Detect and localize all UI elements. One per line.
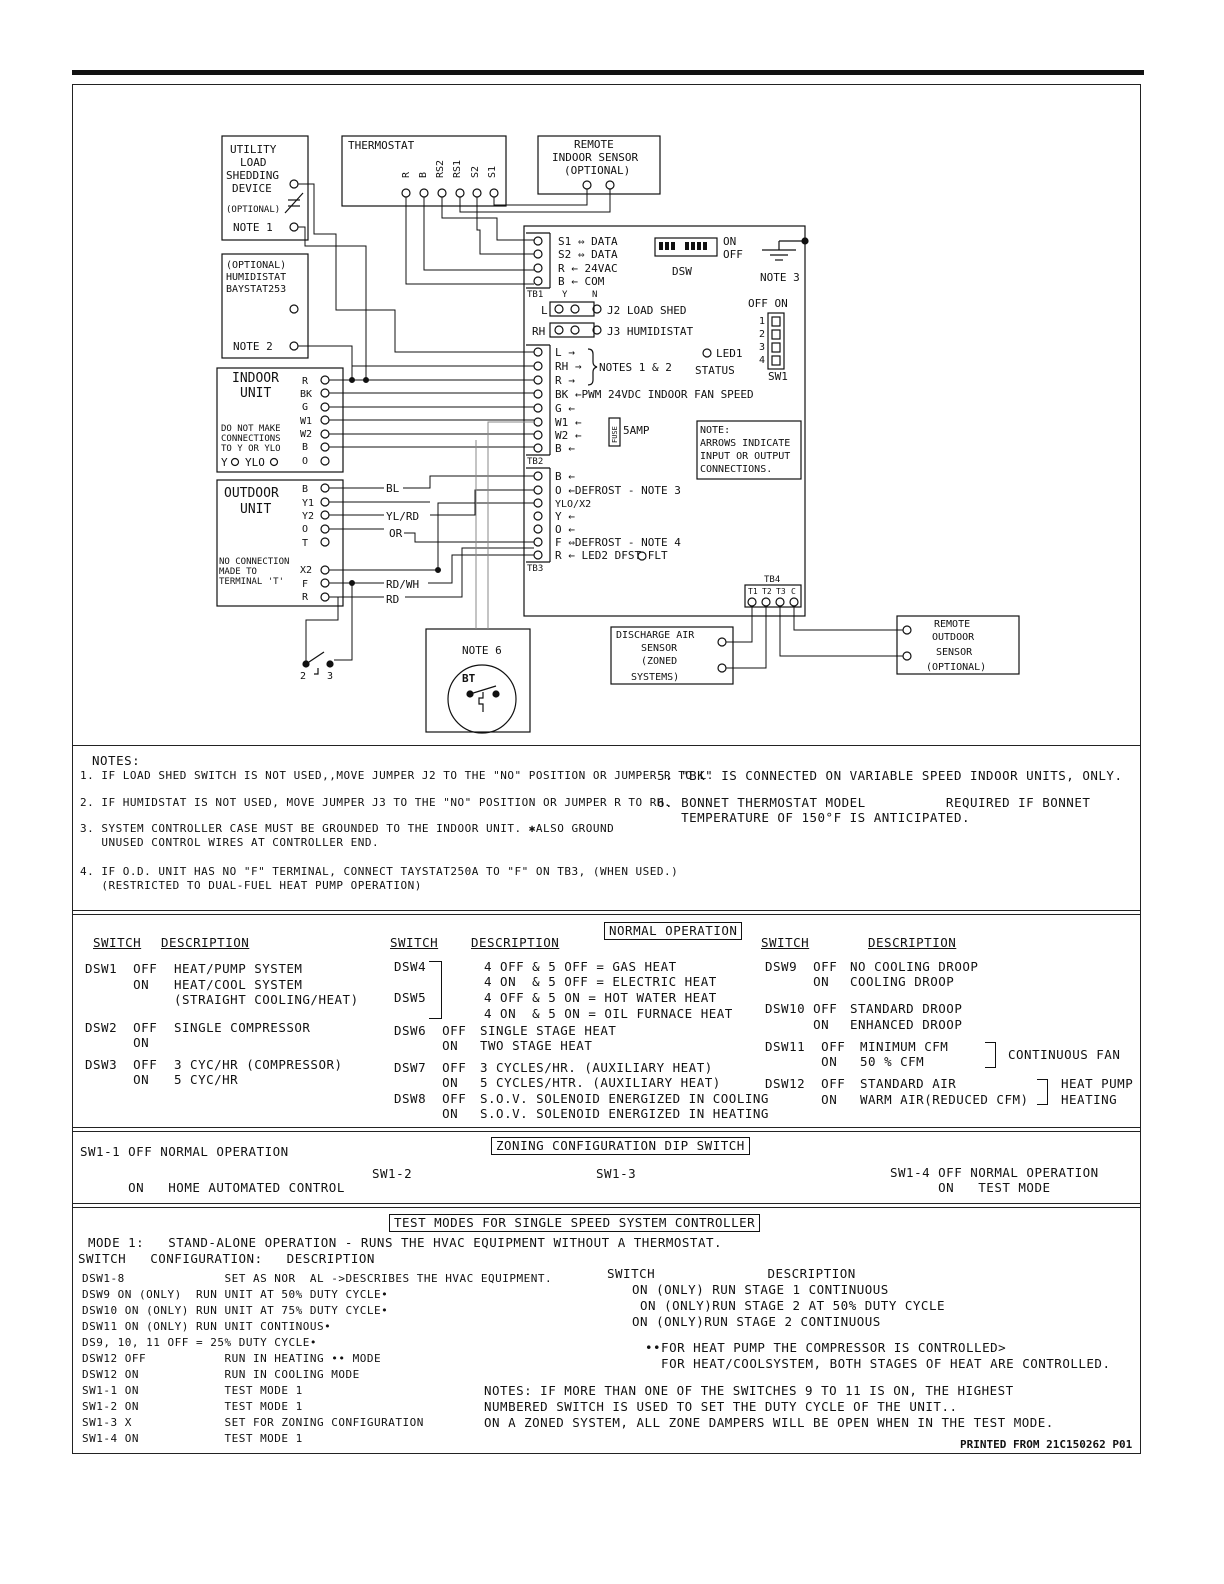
svg-text:BK ←PWM 24VDC INDOOR FAN SPEED: BK ←PWM 24VDC INDOOR FAN SPEED xyxy=(555,388,754,401)
utility-load-shedding-device xyxy=(222,136,308,240)
test-row-7: DSW12 ON RUN IN COOLING MODE xyxy=(82,1368,360,1381)
svg-text:DSW: DSW xyxy=(672,265,692,278)
svg-text:F: F xyxy=(302,579,309,590)
svg-text:SW1: SW1 xyxy=(768,370,788,383)
dsw4-desc-2: 4 ON & 5 OFF = ELECTRIC HEAT xyxy=(484,974,717,989)
dsw6-on-label: ON xyxy=(394,1038,459,1053)
dsw11-on-desc: 50 % CFM xyxy=(860,1054,925,1069)
dsw1-on-desc: HEAT/COOL SYSTEM xyxy=(174,977,303,992)
note-4a: 4. IF O.D. UNIT HAS NO "F" TERMINAL, CONNECT TAYSTAT250A TO "F" ON TB3, (WHEN USED.) xyxy=(80,865,679,878)
svg-text:RD/WH: RD/WH xyxy=(386,578,420,591)
svg-text:Y2: Y2 xyxy=(302,511,315,522)
svg-text:(OPTIONAL): (OPTIONAL) xyxy=(564,164,631,177)
dsw4-5-bracket xyxy=(429,961,442,1019)
svg-text:NOTE 6: NOTE 6 xyxy=(462,644,502,657)
dsw11-off-desc: MINIMUM CFM xyxy=(860,1039,949,1054)
svg-text:YLO/X2: YLO/X2 xyxy=(555,499,592,510)
svg-text:L: L xyxy=(541,304,548,317)
svg-text:G ←: G ← xyxy=(555,402,575,415)
normal-divider-b xyxy=(72,914,1141,915)
normal-divider-a xyxy=(72,910,1141,911)
svg-text:SENSOR: SENSOR xyxy=(641,643,678,654)
dsw1-on-desc2: (STRAIGHT COOLING/HEAT) xyxy=(174,992,359,1007)
svg-text:S2: S2 xyxy=(470,165,481,178)
dsw11-bracket xyxy=(985,1042,996,1068)
svg-text:R ← LED2 DFST FLT: R ← LED2 DFST FLT xyxy=(555,549,668,562)
test-note-1: NOTES: IF MORE THAN ONE OF THE SWITCHES 9 TO 11 IS ON, THE HIGHEST xyxy=(484,1383,1014,1398)
svg-text:Y: Y xyxy=(562,290,568,300)
col3-switch-header: SWITCH xyxy=(761,935,810,950)
top-rule xyxy=(72,70,1144,75)
svg-text:O ←: O ← xyxy=(555,523,575,536)
test-header-2: SWITCH DESCRIPTION xyxy=(607,1266,856,1281)
dsw1-on-label: ON xyxy=(85,977,150,992)
svg-text:LOAD: LOAD xyxy=(240,156,267,169)
svg-text:OR: OR xyxy=(389,527,403,540)
note-1: 1. IF LOAD SHED SWITCH IS NOT USED,,MOVE JUMPER J2 TO THE "NO" POSITION OR JUMPER R TO L. xyxy=(80,769,714,782)
svg-text:STATUS: STATUS xyxy=(695,364,735,377)
discharge-air-sensor xyxy=(611,627,733,684)
dsw4-label: DSW4 xyxy=(394,959,427,974)
svg-text:2: 2 xyxy=(300,671,307,682)
dsw10-on-label: ON xyxy=(765,1017,830,1032)
svg-text:FUSE: FUSE xyxy=(611,426,619,443)
svg-text:RS1: RS1 xyxy=(452,159,463,178)
svg-text:B: B xyxy=(302,442,309,453)
col2-desc-header: DESCRIPTION xyxy=(471,935,560,950)
svg-text:OFF ON: OFF ON xyxy=(748,297,788,310)
svg-text:N: N xyxy=(592,290,598,300)
svg-text:BL: BL xyxy=(386,482,400,495)
test-note-3: ON A ZONED SYSTEM, ALL ZONE DAMPERS WILL BE OPEN WHEN IN THE TEST MODE. xyxy=(484,1415,1054,1430)
svg-text:ON: ON xyxy=(723,235,737,248)
svg-text:R: R xyxy=(302,592,309,603)
svg-text:R ← 24VAC: R ← 24VAC xyxy=(558,262,618,275)
svg-text:UNIT: UNIT xyxy=(240,502,272,517)
test-footnote-1: ••FOR HEAT PUMP THE COMPRESSOR IS CONTROLLED> xyxy=(645,1340,1007,1355)
wiring-diagram xyxy=(72,84,1141,744)
svg-text:R →: R → xyxy=(555,374,575,387)
dsw2-off-desc: SINGLE COMPRESSOR xyxy=(174,1020,311,1035)
svg-text:(OPTIONAL): (OPTIONAL) xyxy=(926,662,987,673)
continuous-fan-label: CONTINUOUS FAN xyxy=(1008,1047,1121,1062)
dsw1-off-desc: HEAT/PUMP SYSTEM xyxy=(174,961,303,976)
dsw7-off-desc: 3 CYCLES/HR. (AUXILIARY HEAT) xyxy=(480,1060,713,1075)
test-row-5: DS9, 10, 11 OFF = 25% DUTY CYCLE• xyxy=(82,1336,318,1349)
dsw12-off-desc: STANDARD AIR xyxy=(860,1076,957,1091)
svg-text:NOTE 1: NOTE 1 xyxy=(233,221,273,234)
sw1-1-on: ON HOME AUTOMATED CONTROL xyxy=(80,1180,345,1195)
svg-text:S1: S1 xyxy=(487,165,498,178)
dsw8-on-desc: S.O.V. SOLENOID ENERGIZED IN HEATING xyxy=(480,1106,769,1121)
svg-text:(OPTIONAL): (OPTIONAL) xyxy=(226,205,281,215)
note-5: 5. "BK" IS CONNECTED ON VARIABLE SPEED INDOOR UNITS, ONLY. xyxy=(657,768,1123,783)
dsw5-label: DSW5 xyxy=(394,990,427,1005)
svg-text:UNIT: UNIT xyxy=(240,386,272,401)
bonnet-thermostat xyxy=(426,629,530,733)
test-header-1: SWITCH CONFIGURATION: DESCRIPTION xyxy=(78,1251,375,1266)
dsw8-off-label: DSW8 OFF xyxy=(394,1091,467,1106)
svg-text:CONNECTIONS: CONNECTIONS xyxy=(221,434,281,444)
svg-text:X2: X2 xyxy=(300,565,313,576)
test-divider-b xyxy=(72,1207,1141,1208)
sw1-4-off: SW1-4 OFF NORMAL OPERATION xyxy=(890,1165,1099,1180)
svg-text:UTILITY: UTILITY xyxy=(230,143,277,156)
svg-text:W1 ←: W1 ← xyxy=(555,416,582,429)
svg-text:ARROWS INDICATE: ARROWS INDICATE xyxy=(700,438,791,449)
test-row-10: SW1-3 X SET FOR ZONING CONFIGURATION xyxy=(82,1416,424,1429)
dsw10-off-label: DSW10 OFF xyxy=(765,1001,838,1016)
svg-text:B: B xyxy=(418,171,429,178)
svg-text:NOTES 1 & 2: NOTES 1 & 2 xyxy=(599,361,672,374)
svg-text:SHEDDING: SHEDDING xyxy=(226,169,279,182)
indoor-unit xyxy=(217,368,343,472)
svg-text:C: C xyxy=(791,587,796,596)
svg-text:W2: W2 xyxy=(300,429,313,440)
svg-text:L →: L → xyxy=(555,346,575,359)
test-note-2: NUMBERED SWITCH IS USED TO SET THE DUTY CYCLE OF THE UNIT.. xyxy=(484,1399,958,1414)
svg-text:O: O xyxy=(302,456,309,467)
svg-text:T2: T2 xyxy=(762,587,772,596)
dsw3-off-label: DSW3 OFF xyxy=(85,1057,158,1072)
svg-text:REMOTE: REMOTE xyxy=(934,619,971,630)
svg-text:RH: RH xyxy=(532,325,546,338)
svg-text:DO NOT MAKE: DO NOT MAKE xyxy=(221,424,281,434)
svg-text:OUTDOOR: OUTDOOR xyxy=(932,632,975,643)
svg-text:BAYSTAT253: BAYSTAT253 xyxy=(226,284,287,295)
svg-text:3: 3 xyxy=(759,342,766,353)
col1-desc-header: DESCRIPTION xyxy=(161,935,250,950)
dsw6-on-desc: TWO STAGE HEAT xyxy=(480,1038,593,1053)
stage-row-1: ON (ONLY) RUN STAGE 1 CONTINUOUS xyxy=(632,1282,889,1297)
svg-text:B ← COM: B ← COM xyxy=(558,275,605,288)
svg-text:TO Y OR YLO: TO Y OR YLO xyxy=(221,444,281,454)
svg-text:NOTE:: NOTE: xyxy=(700,425,731,436)
test-row-2: DSW9 ON (ONLY) RUN UNIT AT 50% DUTY CYCLE• xyxy=(82,1288,389,1301)
remote-indoor-sensor xyxy=(538,136,660,194)
svg-text:TB4: TB4 xyxy=(764,575,781,585)
outdoor-unit xyxy=(217,480,343,606)
stage-row-3: ON (ONLY)RUN STAGE 2 CONTINUOUS xyxy=(632,1314,881,1329)
dsw7-on-desc: 5 CYCLES/HTR. (AUXILIARY HEAT) xyxy=(480,1075,721,1090)
zoning-divider-b xyxy=(72,1131,1141,1132)
svg-text:DEVICE: DEVICE xyxy=(232,182,272,195)
dsw7-off-label: DSW7 OFF xyxy=(394,1060,467,1075)
test-divider-a xyxy=(72,1203,1141,1204)
dsw10-on-desc: ENHANCED DROOP xyxy=(850,1017,963,1032)
svg-text:NOTE 2: NOTE 2 xyxy=(233,340,273,353)
svg-text:TB2: TB2 xyxy=(527,457,544,467)
svg-text:R: R xyxy=(401,171,412,178)
col1-switch-header: SWITCH xyxy=(93,935,142,950)
dsw6-off-label: DSW6 OFF xyxy=(394,1023,467,1038)
note-3b: UNUSED CONTROL WIRES AT CONTROLLER END. xyxy=(80,836,380,849)
dsw12-on-label: ON xyxy=(765,1092,838,1107)
dsw5-desc-1: 4 OFF & 5 ON = HOT WATER HEAT xyxy=(484,990,717,1005)
svg-text:S2 ⇔ DATA: S2 ⇔ DATA xyxy=(558,248,618,261)
svg-text:B: B xyxy=(302,484,309,495)
dsw12-bracket xyxy=(1037,1079,1048,1105)
sw1-2: SW1-2 xyxy=(372,1166,413,1181)
note-2: 2. IF HUMIDSTAT IS NOT USED, MOVE JUMPER J3 TO THE "NO" POSITION OR JUMPER R TO RH. xyxy=(80,796,672,809)
test-row-1: DSW1-8 SET AS NOR AL ->DESCRIBES THE HVAC EQUIPMENT. xyxy=(82,1272,553,1285)
svg-text:BT: BT xyxy=(462,672,476,685)
svg-text:TERMINAL 'T': TERMINAL 'T' xyxy=(219,577,285,587)
note-4b: (RESTRICTED TO DUAL-FUEL HEAT PUMP OPERATION) xyxy=(80,879,422,892)
note-3a: 3. SYSTEM CONTROLLER CASE MUST BE GROUNDED TO THE INDOOR UNIT. ✱ALSO GROUND xyxy=(80,822,615,835)
dsw6-off-desc: SINGLE STAGE HEAT xyxy=(480,1023,617,1038)
svg-text:O: O xyxy=(302,524,309,535)
dsw9-off-label: DSW9 OFF xyxy=(765,959,838,974)
svg-text:1: 1 xyxy=(759,316,766,327)
dsw5-desc-2: 4 ON & 5 ON = OIL FURNACE HEAT xyxy=(484,1006,733,1021)
dsw3-on-desc: 5 CYC/HR xyxy=(174,1072,239,1087)
col3-desc-header: DESCRIPTION xyxy=(868,935,957,950)
dsw9-on-label: ON xyxy=(765,974,830,989)
dsw1-off-label: DSW1 OFF xyxy=(85,961,158,976)
svg-text:YL/RD: YL/RD xyxy=(386,510,420,523)
svg-text:T: T xyxy=(302,538,309,549)
dsw3-on-label: ON xyxy=(85,1072,150,1087)
svg-text:B ←: B ← xyxy=(555,470,575,483)
svg-text:LED1: LED1 xyxy=(716,347,743,360)
svg-text:Y ←: Y ← xyxy=(555,510,575,523)
svg-text:CONNECTIONS.: CONNECTIONS. xyxy=(700,464,773,475)
svg-text:R: R xyxy=(302,376,309,387)
svg-text:BK: BK xyxy=(300,389,313,400)
dsw9-off-desc: NO COOLING DROOP xyxy=(850,959,979,974)
svg-text:Y: Y xyxy=(221,456,228,469)
dsw2-on-label: ON xyxy=(85,1035,150,1050)
svg-text:INPUT OR OUTPUT: INPUT OR OUTPUT xyxy=(700,451,791,462)
svg-text:T3: T3 xyxy=(776,587,786,596)
dsw11-off-label: DSW11 OFF xyxy=(765,1039,846,1054)
test-row-9: SW1-2 ON TEST MODE 1 xyxy=(82,1400,303,1413)
sw1-4-on: ON TEST MODE xyxy=(890,1180,1051,1195)
svg-text:3: 3 xyxy=(327,671,334,682)
svg-text:INDOOR SENSOR: INDOOR SENSOR xyxy=(552,151,639,164)
zoning-title: ZONING CONFIGURATION DIP SWITCH xyxy=(491,1137,750,1155)
svg-text:NOTE 3: NOTE 3 xyxy=(760,271,800,284)
svg-text:RS2: RS2 xyxy=(435,159,446,178)
outdoor-switch xyxy=(300,652,333,682)
dsw7-on-label: ON xyxy=(394,1075,459,1090)
svg-text:5AMP: 5AMP xyxy=(623,424,650,437)
svg-text:G: G xyxy=(302,402,309,413)
svg-text:INDOOR: INDOOR xyxy=(232,371,279,386)
notes-heading: NOTES: xyxy=(92,753,141,768)
svg-text:REMOTE: REMOTE xyxy=(574,138,614,151)
svg-text:J3 HUMIDISTAT: J3 HUMIDISTAT xyxy=(607,325,694,338)
sw1-1-off: SW1-1 OFF NORMAL OPERATION xyxy=(80,1144,289,1159)
dsw3-off-desc: 3 CYC/HR (COMPRESSOR) xyxy=(174,1057,343,1072)
heating-label: HEATING xyxy=(1061,1092,1118,1107)
test-modes-title: TEST MODES FOR SINGLE SPEED SYSTEM CONTROLLER xyxy=(389,1214,760,1232)
dsw8-on-label: ON xyxy=(394,1106,459,1121)
svg-text:2: 2 xyxy=(759,329,766,340)
svg-text:HUMIDISTAT: HUMIDISTAT xyxy=(226,272,287,283)
test-row-4: DSW11 ON (ONLY) RUN UNIT CONTINOUS• xyxy=(82,1320,332,1333)
svg-text:RH →: RH → xyxy=(555,360,582,373)
svg-text:TB1: TB1 xyxy=(527,290,544,300)
svg-text:NO CONNECTION: NO CONNECTION xyxy=(219,557,290,567)
dsw12-off-label: DSW12 OFF xyxy=(765,1076,846,1091)
dsw10-off-desc: STANDARD DROOP xyxy=(850,1001,963,1016)
svg-text:4: 4 xyxy=(759,355,766,366)
dsw2-off-label: DSW2 OFF xyxy=(85,1020,158,1035)
test-row-3: DSW10 ON (ONLY) RUN UNIT AT 75% DUTY CYCLE• xyxy=(82,1304,389,1317)
svg-text:(OPTIONAL): (OPTIONAL) xyxy=(226,260,287,271)
test-row-11: SW1-4 ON TEST MODE 1 xyxy=(82,1432,303,1445)
svg-text:J2 LOAD SHED: J2 LOAD SHED xyxy=(607,304,687,317)
thermostat xyxy=(342,136,506,206)
svg-text:Y1: Y1 xyxy=(302,498,315,509)
notes-divider xyxy=(72,745,1141,746)
system-controller xyxy=(524,226,808,616)
dsw4-desc-1: 4 OFF & 5 OFF = GAS HEAT xyxy=(484,959,677,974)
svg-text:TB3: TB3 xyxy=(527,564,544,574)
test-footnote-2: FOR HEAT/COOLSYSTEM, BOTH STAGES OF HEAT ARE CONTROLLED. xyxy=(645,1356,1111,1371)
svg-text:THERMOSTAT: THERMOSTAT xyxy=(348,139,415,152)
svg-text:O ←DEFROST - NOTE 3: O ←DEFROST - NOTE 3 xyxy=(555,484,681,497)
svg-text:S1 ⇔ DATA: S1 ⇔ DATA xyxy=(558,235,618,248)
note-6a: 6. BONNET THERMOSTAT MODEL REQUIRED IF BONNET xyxy=(657,795,1091,810)
svg-text:RD: RD xyxy=(386,593,400,606)
svg-text:SENSOR: SENSOR xyxy=(936,647,973,658)
sw1-3: SW1-3 xyxy=(596,1166,637,1181)
svg-text:SYSTEMS): SYSTEMS) xyxy=(631,672,680,683)
svg-text:B ←: B ← xyxy=(555,442,575,455)
svg-text:OUTDOOR: OUTDOOR xyxy=(224,486,279,501)
svg-text:MADE TO: MADE TO xyxy=(219,567,257,577)
svg-text:OFF: OFF xyxy=(723,248,743,261)
col2-switch-header: SWITCH xyxy=(390,935,439,950)
normal-operation-title: NORMAL OPERATION xyxy=(604,922,742,940)
dsw12-on-desc: WARM AIR(REDUCED CFM) xyxy=(860,1092,1029,1107)
svg-text:YLO: YLO xyxy=(245,456,265,469)
test-row-8: SW1-1 ON TEST MODE 1 xyxy=(82,1384,303,1397)
dsw9-on-desc: COOLING DROOP xyxy=(850,974,955,989)
dsw11-on-label: ON xyxy=(765,1054,838,1069)
svg-text:W1: W1 xyxy=(300,416,313,427)
heat-pump-label: HEAT PUMP xyxy=(1061,1076,1134,1091)
svg-text:T1: T1 xyxy=(748,587,758,596)
printed-from: PRINTED FROM 21C150262 P01 xyxy=(960,1438,1133,1451)
humidistat xyxy=(222,254,308,358)
svg-text:(ZONED: (ZONED xyxy=(641,656,678,667)
zoning-divider-a xyxy=(72,1127,1141,1128)
svg-text:F ⇔DEFROST - NOTE 4: F ⇔DEFROST - NOTE 4 xyxy=(555,536,681,549)
test-row-6: DSW12 OFF RUN IN HEATING •• MODE xyxy=(82,1352,382,1365)
mode-1: MODE 1: STAND-ALONE OPERATION - RUNS THE HVAC EQUIPMENT WITHOUT A THERMOSTAT. xyxy=(88,1235,723,1250)
stage-row-2: ON (ONLY)RUN STAGE 2 AT 50% DUTY CYCLE xyxy=(632,1298,945,1313)
dsw8-off-desc: S.O.V. SOLENOID ENERGIZED IN COOLING xyxy=(480,1091,769,1106)
svg-text:DISCHARGE AIR: DISCHARGE AIR xyxy=(616,630,695,641)
note-6b: TEMPERATURE OF 150°F IS ANTICIPATED. xyxy=(657,810,970,825)
svg-text:W2 ←: W2 ← xyxy=(555,429,582,442)
remote-outdoor-sensor xyxy=(897,616,1019,674)
